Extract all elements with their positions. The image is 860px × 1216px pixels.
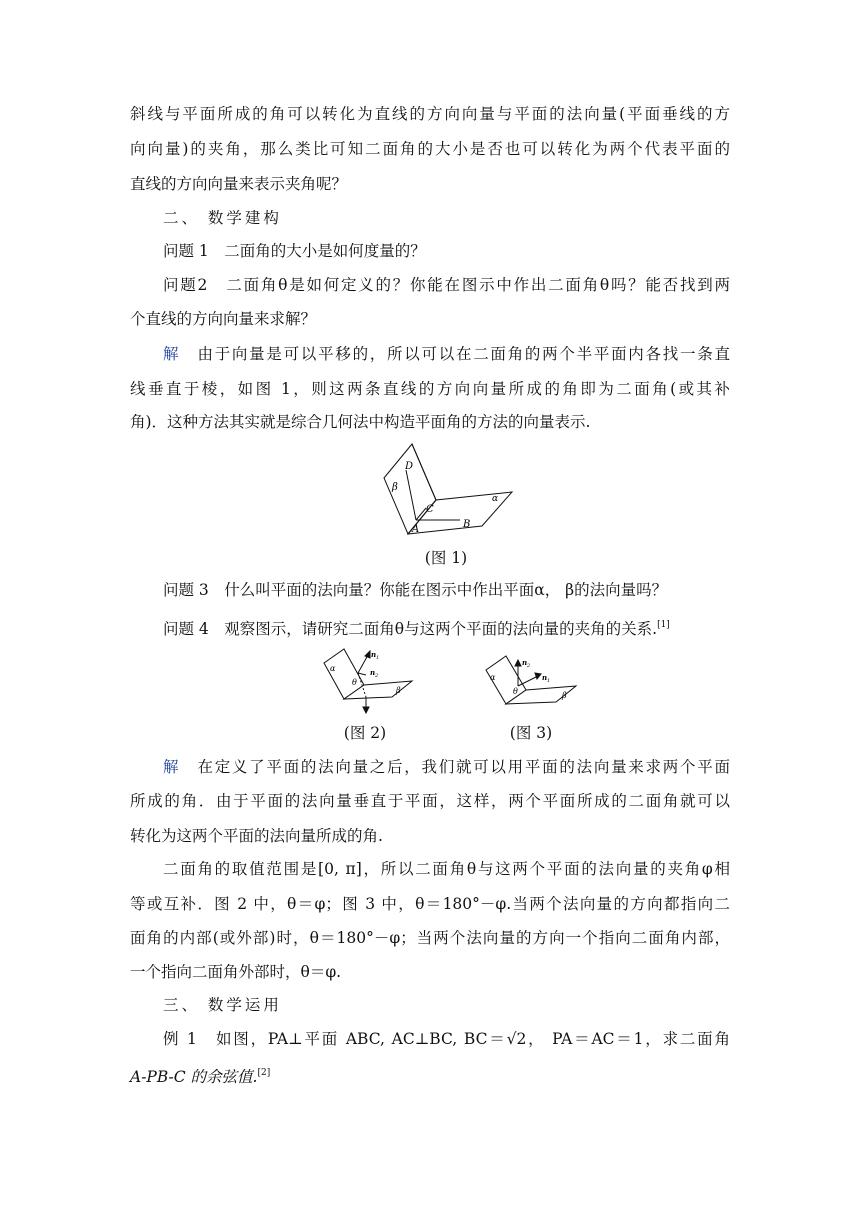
figure-1-dihedral-angle <box>372 440 522 540</box>
paragraph-line: 向向量)的夹角，那么类比可知二面角的大小是否也可以转化为两个代表平面的 <box>130 140 730 158</box>
paragraph-line: 斜线与平面所成的角可以转化为直线的方向向量与平面的法向量(平面垂线的方 <box>130 105 730 123</box>
label-beta: β <box>562 691 567 700</box>
label-alpha: α <box>330 664 336 673</box>
paragraph-line: 转化为这两个平面的法向量所成的角. <box>130 827 383 845</box>
label-beta: β <box>396 686 401 695</box>
label-beta: β <box>392 482 398 493</box>
reference-2: [2] <box>257 1068 271 1078</box>
figure-1-caption: (图 1) <box>424 549 468 567</box>
question-3: 问题 3 什么叫平面的法向量？你能在图示中作出平面α， β的法向量吗？ <box>163 581 668 599</box>
paragraph-line: 面角的内部(或外部)时，θ＝180°－φ；当两个法向量的方向一个指向二面角内部， <box>130 929 730 947</box>
solution-1: 解 由于向量是可以平移的，所以可以在二面角的两个半平面内各找一条直 <box>163 345 730 363</box>
paragraph-line: 等或互补．图 2 中，θ＝φ；图 3 中，θ＝180°－φ.当两个法向量的方向都指向二 <box>130 895 730 913</box>
label-n2: n <box>522 658 528 667</box>
label-B: B <box>463 519 471 530</box>
label-n1: n <box>542 673 548 682</box>
solution-2: 解 在定义了平面的法向量之后，我们就可以用平面的法向量来求两个平面 <box>163 758 730 776</box>
paragraph-line: 所成的角．由于平面的法向量垂直于平面，这样，两个平面所成的二面角就可以 <box>130 792 730 810</box>
paragraph-line: 直线的方向向量来表示夹角呢？ <box>130 175 348 193</box>
example-1-cont: A-PB-C 的余弦值.[2] <box>130 1068 271 1086</box>
figure-3-caption: (图 3) <box>509 724 553 742</box>
question-4: 问题 4 观察图示，请研究二面角θ与这两个平面的法向量的夹角的关系.[1] <box>163 620 670 638</box>
example-1: 例 1 如图，PA⊥平面 ABC, AC⊥BC, BC＝√2， PA＝AC＝1，求二面角 <box>163 1030 730 1048</box>
paragraph-line: 二面角的取值范围是[0, π]，所以二面角θ与这两个平面的法向量的夹角φ相 <box>163 860 730 878</box>
label-D: D <box>405 461 414 472</box>
svg-text:2: 2 <box>375 673 379 679</box>
paragraph-line: 线垂直于棱，如图 1，则这两条直线的方向向量所成的角即为二面角(或其补 <box>130 380 730 398</box>
label-C: C <box>426 504 434 515</box>
paragraph-line: 一个指向二面角外部时，θ＝φ. <box>130 963 342 981</box>
svg-text:1: 1 <box>376 655 380 661</box>
reference-1: [1] <box>657 620 670 630</box>
label-n1: n <box>371 650 377 659</box>
question-2: 问题2 二面角θ是如何定义的？你能在图示中作出二面角θ吗？能否找到两 <box>163 276 730 294</box>
section-heading: 二、 数学建构 <box>163 209 282 227</box>
figure-2-normal-vectors <box>318 645 414 717</box>
question-2-cont: 个直线的方向向量来求解？ <box>130 310 317 328</box>
figure-3-normal-vectors <box>482 652 578 718</box>
label-alpha: α <box>492 494 499 504</box>
svg-text:2: 2 <box>527 663 531 669</box>
paragraph-line: 角)．这种方法其实就是综合几何法中构造平面角的方法的向量表示. <box>130 413 591 431</box>
svg-text:1: 1 <box>547 678 551 684</box>
label-alpha: α <box>490 673 496 682</box>
label-theta: θ <box>352 678 357 687</box>
label-n2: n <box>370 668 376 677</box>
solution-label: 解 <box>163 345 181 363</box>
question-1: 问题 1 二面角的大小是如何度量的？ <box>163 242 426 260</box>
label-A: A <box>412 524 420 535</box>
label-theta: θ <box>513 687 518 696</box>
figure-2-caption: (图 2) <box>343 724 387 742</box>
section-heading: 三、 数学运用 <box>163 996 282 1014</box>
solution-label: 解 <box>163 758 181 776</box>
